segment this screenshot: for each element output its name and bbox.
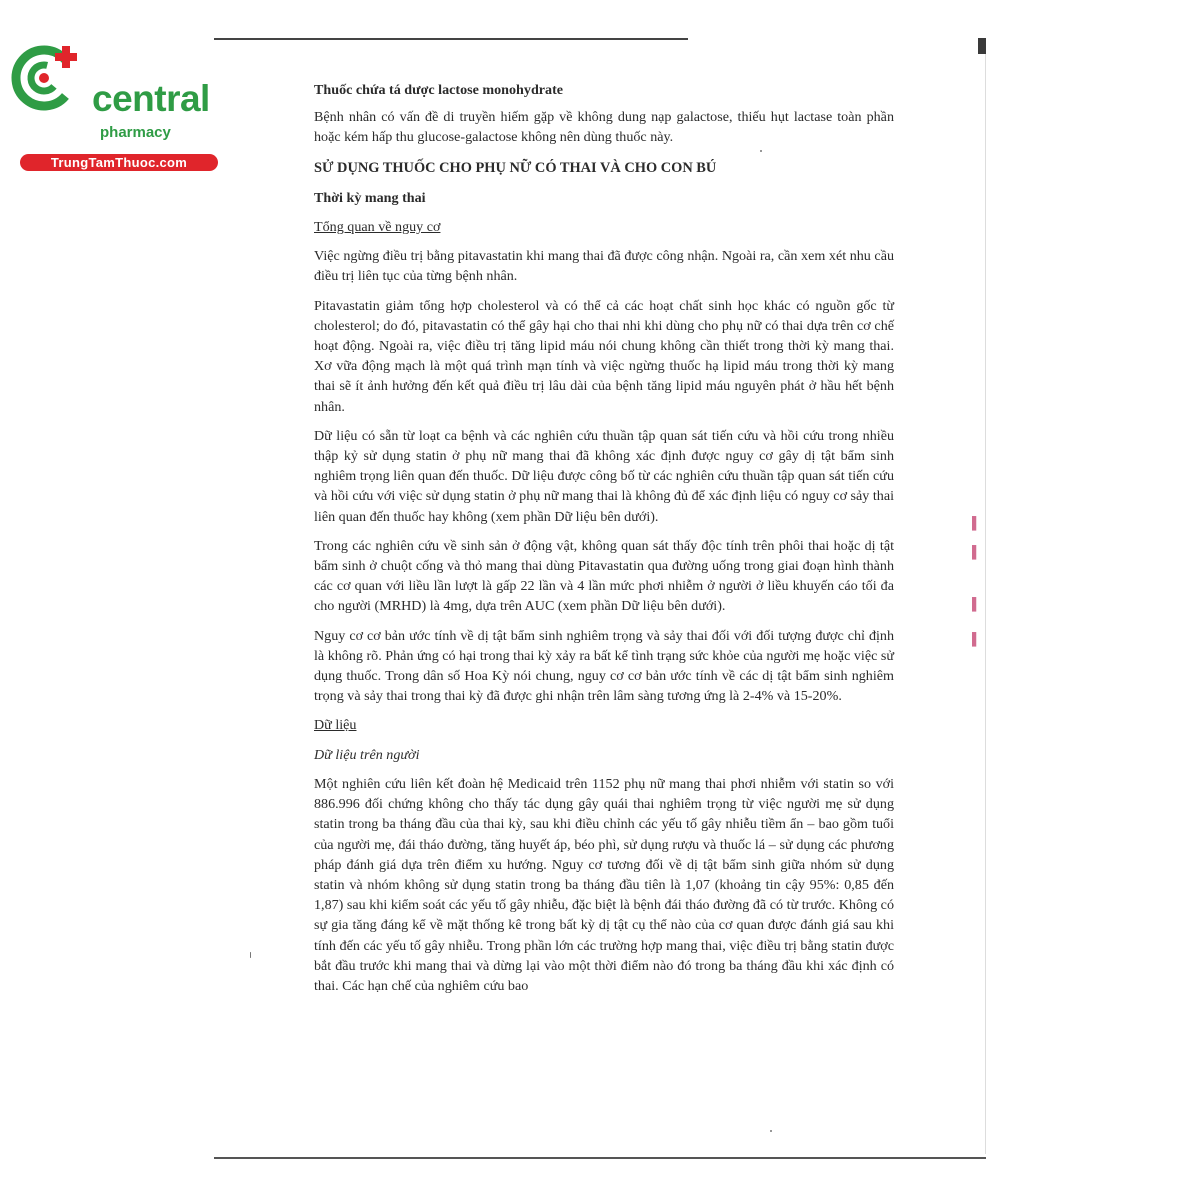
- scan-speck: [770, 1130, 772, 1132]
- scan-speck: [250, 952, 251, 958]
- scan-corner-mark: [978, 38, 986, 54]
- risk-paragraph: Trong các nghiên cứu về sinh sản ở động vật, không quan sát thấy độc tính trên phôi thai hoặc dị tật bẩm sinh ở chuột cống và thỏ mang thai dùng Pitavastatin qua đường uống trong giai đoạn hình thành các cơ quan với liều lần lượt là gấp 22 lần và 4 lần mức phơi nhiễm ở người ở liều khuyến cáo tối đa cho người (MRHD) là 4mg, dựa trên AUC (xem phần Dữ liệu bên dưới).: [314, 537, 894, 615]
- human-data-heading: Dữ liệu trên người: [314, 746, 420, 763]
- scan-top-edge: [214, 38, 688, 40]
- risk-paragraph: Pitavastatin giảm tổng hợp cholesterol và có thể cả các hoạt chất sinh học khác có nguồn gốc từ cholesterol; do đó, pitavastatin có thể gây hại cho thai nhi khi dùng cho phụ nữ có thai dựa trên cơ chế hoạt động. Ngoài ra, việc điều trị tăng lipid máu nói chung không cần thiết trong thời kỳ mang thai. Xơ vữa động mạch là một quá trình mạn tính và việc ngừng thuốc hạ lipid máu trong thời kỳ mang thai sẽ ít ảnh hưởng đến kết quả điều trị lâu dài của bệnh tăng lipid máu nguyên phát ở hầu hết bệnh nhân.: [314, 297, 894, 415]
- risk-paragraph: Dữ liệu có sẵn từ loạt ca bệnh và các nghiên cứu thuần tập quan sát tiến cứu và hồi cứu trong nhiều thập kỷ sử dụng statin ở phụ nữ mang thai đã không xác định được nguy cơ gây dị tật bẩm sinh nghiêm trọng liên quan đến thuốc. Dữ liệu được công bố từ các nghiên cứu thuần tập quan sát tiến cứu và hồi cứu với việc sử dụng statin ở phụ nữ mang thai là không đủ để xác định liệu có nguy cơ sảy thai liên quan đến thuốc hay không (xem phần Dữ liệu bên dưới).: [314, 427, 894, 525]
- pregnancy-heading: Thời kỳ mang thai: [314, 189, 426, 206]
- brand-logo: [8, 36, 218, 170]
- bleed-through-mark: ▌: [972, 545, 981, 559]
- central-pharmacy-logo-icon: [10, 40, 86, 116]
- scan-bottom-edge: [214, 1157, 986, 1159]
- bleed-through-mark: ▌: [972, 516, 981, 530]
- risk-paragraph: Nguy cơ cơ bản ước tính về dị tật bẩm sinh nghiêm trọng và sảy thai đối với đối tượng được chỉ định là không rõ. Phản ứng có hại trong thai kỳ xảy ra bất kể tình trạng sức khỏe của người mẹ hoặc việc sử dụng thuốc. Trong dân số Hoa Kỳ nói chung, nguy cơ cơ bản ước tính về các dị tật bẩm sinh nghiêm trọng và sảy thai trong thai kỳ đã được ghi nhận trên lâm sàng tương ứng là 2-4% và 15-20%.: [314, 627, 894, 705]
- risk-paragraph: Việc ngừng điều trị bằng pitavastatin khi mang thai đã được công nhận. Ngoài ra, cần xem xét nhu cầu điều trị liên tục của từng bệnh nhân.: [314, 248, 894, 285]
- document-body: [314, 80, 894, 996]
- bleed-through-mark: ▌: [972, 597, 981, 611]
- lactose-heading: Thuốc chứa tá dược lactose monohydrate: [314, 82, 564, 98]
- brand-name: central: [92, 78, 210, 119]
- data-heading: Dữ liệu: [314, 717, 357, 734]
- risk-summary-heading: Tổng quan về nguy cơ: [314, 219, 441, 236]
- lactose-paragraph: Bệnh nhân có vấn đề di truyền hiếm gặp về không dung nạp galactose, thiếu hụt lactase toàn phần hoặc kém hấp thu glucose-galactose không nên dùng thuốc này.: [314, 109, 894, 146]
- section-heading: SỬ DỤNG THUỐC CHO PHỤ NỮ CÓ THAI VÀ CHO CON BÚ: [314, 159, 717, 176]
- bleed-through-mark: ▌: [972, 632, 981, 646]
- human-data-paragraph: Một nghiên cứu liên kết đoàn hệ Medicaid trên 1152 phụ nữ mang thai phơi nhiễm với statin so với 886.996 đối chứng không cho thấy tác dụng gây quái thai nghiêm trọng từ việc người mẹ sử dụng statin trong ba tháng đầu của thai kỳ, sau khi điều chỉnh các yếu tố gây nhiễu tiềm ẩn – bao gồm tuổi của người mẹ, đái tháo đường, tăng huyết áp, béo phì, sử dụng rượu và thuốc lá – sử dụng các phương pháp đánh giá dựa trên điểm xu hướng. Nguy cơ tương đối về dị tật bẩm sinh giữa nhóm sử dụng statin và nhóm không sử dụng statin trong ba tháng đầu tiên là 1,07 (khoảng tin cậy 95%: 0,85 đến 1,87) sau khi kiểm soát các yếu tố gây nhiễu, đặc biệt là bệnh đái tháo đường đã có từ trước. Không có sự gia tăng đáng kể về mặt thống kê trong bất kỳ dị tật cụ thể nào của cơ quan được đánh giá sau khi tính đến các yếu tố gây nhiễu. Trong phần lớn các trường hợp mang thai, việc điều trị bằng statin được bắt đầu trước khi mang thai và dừng lại vào một thời điểm nào đó trong ba tháng đầu khi xác định có thai. Các hạn chế của nghiêm cứu bao: [314, 775, 894, 994]
- brand-subtitle: pharmacy: [100, 124, 171, 141]
- brand-url-badge[interactable]: TrungTamThuoc.com: [20, 154, 218, 171]
- scan-right-edge: [985, 54, 986, 1154]
